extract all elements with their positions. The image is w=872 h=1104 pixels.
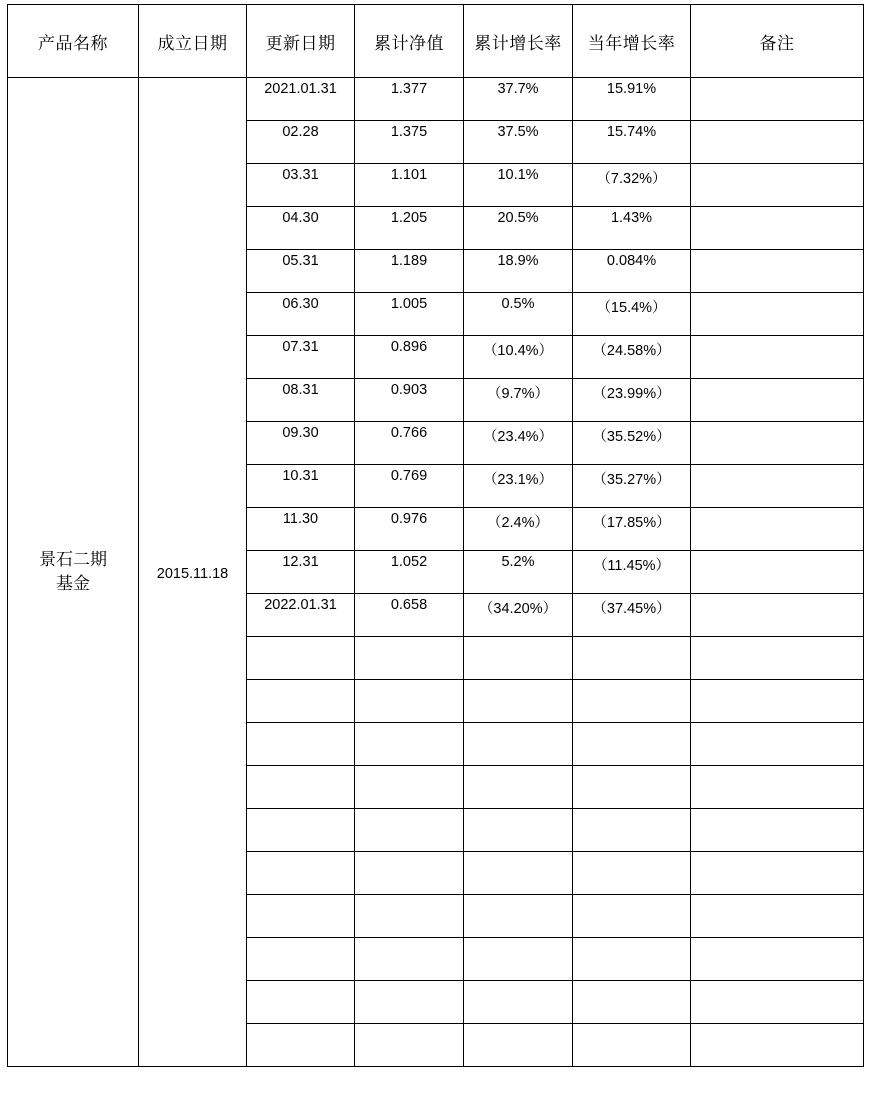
cumulative-nav-cell: [355, 981, 464, 1024]
ytd-growth-cell: 15.74%: [573, 121, 691, 164]
update-date-cell: [247, 981, 355, 1024]
ytd-growth-cell: [573, 981, 691, 1024]
update-date-cell: 09.30: [247, 422, 355, 465]
update-date-cell: 11.30: [247, 508, 355, 551]
cumulative-growth-cell: （23.1%）: [464, 465, 573, 508]
header-cumulative-growth: 累计增长率: [464, 5, 573, 78]
notes-cell: [691, 809, 864, 852]
update-date-cell: [247, 895, 355, 938]
ytd-growth-cell: 0.084%: [573, 250, 691, 293]
product-name-line: 景石二期: [39, 550, 107, 570]
update-date-cell: [247, 680, 355, 723]
established-date-cell: [139, 78, 247, 1067]
cumulative-nav-cell: [355, 895, 464, 938]
header-established-date: 成立日期: [139, 5, 247, 78]
cumulative-growth-cell: [464, 766, 573, 809]
ytd-growth-cell: [573, 809, 691, 852]
cumulative-nav-cell: 1.005: [355, 293, 464, 336]
notes-cell: [691, 465, 864, 508]
cumulative-growth-cell: （9.7%）: [464, 379, 573, 422]
update-date-cell: 2021.01.31: [247, 78, 355, 121]
notes-cell: [691, 422, 864, 465]
notes-cell: [691, 1024, 864, 1067]
ytd-growth-cell: 15.91%: [573, 78, 691, 121]
update-date-cell: [247, 938, 355, 981]
cumulative-nav-cell: 0.976: [355, 508, 464, 551]
ytd-growth-cell: [573, 895, 691, 938]
ytd-growth-cell: [573, 852, 691, 895]
update-date-cell: [247, 766, 355, 809]
cumulative-nav-cell: 0.769: [355, 465, 464, 508]
notes-cell: [691, 379, 864, 422]
cumulative-growth-cell: [464, 809, 573, 852]
header-row: [8, 5, 864, 78]
header-ytd-growth: 当年增长率: [573, 5, 691, 78]
cumulative-growth-cell: 10.1%: [464, 164, 573, 207]
cumulative-nav-cell: [355, 637, 464, 680]
cumulative-growth-cell: [464, 938, 573, 981]
cumulative-nav-cell: 1.205: [355, 207, 464, 250]
cumulative-growth-cell: [464, 1024, 573, 1067]
established-date-text: 2015.11.18: [156, 565, 229, 582]
ytd-growth-cell: （35.27%）: [573, 465, 691, 508]
update-date-cell: 06.30: [247, 293, 355, 336]
notes-cell: [691, 852, 864, 895]
ytd-growth-cell: [573, 1024, 691, 1067]
update-date-cell: 05.31: [247, 250, 355, 293]
cumulative-nav-cell: 1.377: [355, 78, 464, 121]
cumulative-nav-cell: 1.052: [355, 551, 464, 594]
cumulative-nav-cell: [355, 680, 464, 723]
update-date-cell: [247, 809, 355, 852]
update-date-cell: [247, 1024, 355, 1067]
header-notes: 备注: [691, 5, 864, 78]
fund-nav-table: [7, 4, 864, 1067]
notes-cell: [691, 551, 864, 594]
cumulative-growth-cell: 5.2%: [464, 551, 573, 594]
update-date-cell: 2022.01.31: [247, 594, 355, 637]
cumulative-growth-cell: [464, 895, 573, 938]
update-date-cell: 03.31: [247, 164, 355, 207]
cumulative-growth-cell: [464, 723, 573, 766]
cumulative-growth-cell: （10.4%）: [464, 336, 573, 379]
ytd-growth-cell: [573, 637, 691, 680]
notes-cell: [691, 594, 864, 637]
notes-cell: [691, 680, 864, 723]
cumulative-growth-cell: （34.20%）: [464, 594, 573, 637]
table-body: [8, 78, 864, 1067]
cumulative-growth-cell: [464, 637, 573, 680]
notes-cell: [691, 637, 864, 680]
update-date-cell: 12.31: [247, 551, 355, 594]
header-cumulative-nav: 累计净值: [355, 5, 464, 78]
cumulative-nav-cell: 1.375: [355, 121, 464, 164]
cumulative-growth-cell: [464, 852, 573, 895]
cumulative-nav-cell: 0.658: [355, 594, 464, 637]
ytd-growth-cell: [573, 938, 691, 981]
notes-cell: [691, 981, 864, 1024]
table-row: [8, 78, 864, 121]
cumulative-nav-cell: [355, 938, 464, 981]
cumulative-growth-cell: [464, 680, 573, 723]
header-update-date: 更新日期: [247, 5, 355, 78]
cumulative-nav-cell: [355, 766, 464, 809]
cumulative-growth-cell: 18.9%: [464, 250, 573, 293]
cumulative-nav-cell: 0.903: [355, 379, 464, 422]
cumulative-nav-cell: 0.896: [355, 336, 464, 379]
cumulative-nav-cell: [355, 809, 464, 852]
cumulative-growth-cell: 0.5%: [464, 293, 573, 336]
ytd-growth-cell: （7.32%）: [573, 164, 691, 207]
update-date-cell: 07.31: [247, 336, 355, 379]
notes-cell: [691, 508, 864, 551]
ytd-growth-cell: 1.43%: [573, 207, 691, 250]
ytd-growth-cell: （23.99%）: [573, 379, 691, 422]
notes-cell: [691, 895, 864, 938]
product-name-line: 基金: [56, 574, 90, 594]
cumulative-nav-cell: 1.101: [355, 164, 464, 207]
notes-cell: [691, 766, 864, 809]
notes-cell: [691, 938, 864, 981]
cumulative-growth-cell: （23.4%）: [464, 422, 573, 465]
ytd-growth-cell: （17.85%）: [573, 508, 691, 551]
notes-cell: [691, 78, 864, 121]
notes-cell: [691, 336, 864, 379]
cumulative-nav-cell: 0.766: [355, 422, 464, 465]
notes-cell: [691, 164, 864, 207]
ytd-growth-cell: （11.45%）: [573, 551, 691, 594]
notes-cell: [691, 723, 864, 766]
update-date-cell: 04.30: [247, 207, 355, 250]
ytd-growth-cell: [573, 680, 691, 723]
ytd-growth-cell: [573, 723, 691, 766]
notes-cell: [691, 121, 864, 164]
update-date-cell: [247, 637, 355, 680]
cumulative-nav-cell: [355, 1024, 464, 1067]
ytd-growth-cell: [573, 766, 691, 809]
product-name-cell: [8, 78, 139, 1067]
cumulative-growth-cell: 37.5%: [464, 121, 573, 164]
ytd-growth-cell: （24.58%）: [573, 336, 691, 379]
cumulative-nav-cell: 1.189: [355, 250, 464, 293]
cumulative-growth-cell: （2.4%）: [464, 508, 573, 551]
ytd-growth-cell: （37.45%）: [573, 594, 691, 637]
notes-cell: [691, 293, 864, 336]
header-product-name: 产品名称: [8, 5, 139, 78]
ytd-growth-cell: （15.4%）: [573, 293, 691, 336]
update-date-cell: 08.31: [247, 379, 355, 422]
notes-cell: [691, 250, 864, 293]
notes-cell: [691, 207, 864, 250]
cumulative-growth-cell: [464, 981, 573, 1024]
update-date-cell: 02.28: [247, 121, 355, 164]
cumulative-nav-cell: [355, 852, 464, 895]
cumulative-growth-cell: 20.5%: [464, 207, 573, 250]
cumulative-nav-cell: [355, 723, 464, 766]
update-date-cell: [247, 852, 355, 895]
cumulative-growth-cell: 37.7%: [464, 78, 573, 121]
update-date-cell: [247, 723, 355, 766]
update-date-cell: 10.31: [247, 465, 355, 508]
ytd-growth-cell: （35.52%）: [573, 422, 691, 465]
